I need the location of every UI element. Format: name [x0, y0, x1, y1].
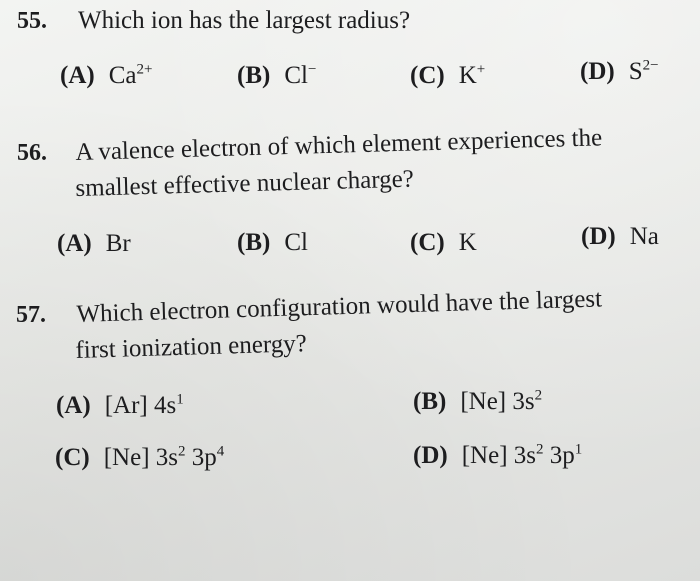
- option-text: Br: [105, 230, 131, 257]
- question-stem-line-2: first ionization energy?: [75, 330, 308, 364]
- option-letter: (D): [580, 58, 615, 85]
- question-number: 56.: [17, 140, 47, 166]
- option-text: [Ar] $4s^1$: [104, 391, 184, 419]
- option-a[interactable]: [57, 230, 131, 258]
- option-c[interactable]: [410, 62, 485, 90]
- question-stem-line-1: Which electron configuration would have the largest: [76, 285, 603, 328]
- option-d[interactable]: [413, 442, 582, 470]
- option-text: [Ne] $3s^2$ $3p^4$: [103, 443, 225, 471]
- option-text: Cl: [284, 229, 308, 256]
- option-text: Na: [629, 223, 659, 250]
- option-letter: (B): [413, 388, 447, 415]
- question-stem-line-2: smallest effective nuclear charge?: [75, 165, 415, 202]
- option-letter: (A): [56, 392, 91, 419]
- option-text: $Ca^{2+}$: [108, 61, 153, 89]
- option-letter: (D): [413, 442, 448, 469]
- option-letter: (B): [237, 62, 271, 89]
- option-letter: (C): [410, 62, 445, 89]
- option-text: K+: [458, 61, 486, 89]
- option-text: Cl−: [284, 61, 317, 89]
- option-c[interactable]: [55, 444, 224, 472]
- option-d[interactable]: [581, 223, 659, 251]
- option-c[interactable]: [410, 229, 477, 257]
- option-letter: (C): [55, 444, 90, 471]
- option-text: $S^{2-}$: [628, 57, 659, 85]
- option-letter: (A): [57, 230, 92, 257]
- option-letter: (B): [237, 229, 271, 256]
- question-number: 57.: [16, 302, 46, 328]
- option-letter: (D): [581, 223, 616, 250]
- option-text: [Ne] $3s^2$: [460, 387, 543, 415]
- option-text: [Ne] $3s^2$ $3p^1$: [461, 441, 583, 469]
- question-number: 55.: [17, 8, 47, 34]
- question-stem-line-1: A valence electron of which element experiences the: [75, 124, 603, 166]
- option-a[interactable]: [60, 62, 152, 90]
- option-letter: (C): [410, 229, 445, 256]
- option-text: K: [458, 229, 477, 256]
- option-b[interactable]: [237, 229, 308, 257]
- option-b[interactable]: [413, 388, 542, 416]
- option-a[interactable]: [56, 392, 184, 420]
- option-letter: (A): [60, 62, 95, 89]
- option-d[interactable]: [580, 58, 659, 86]
- question-stem: Which ion has the largest radius?: [78, 7, 411, 34]
- option-b[interactable]: [237, 62, 316, 90]
